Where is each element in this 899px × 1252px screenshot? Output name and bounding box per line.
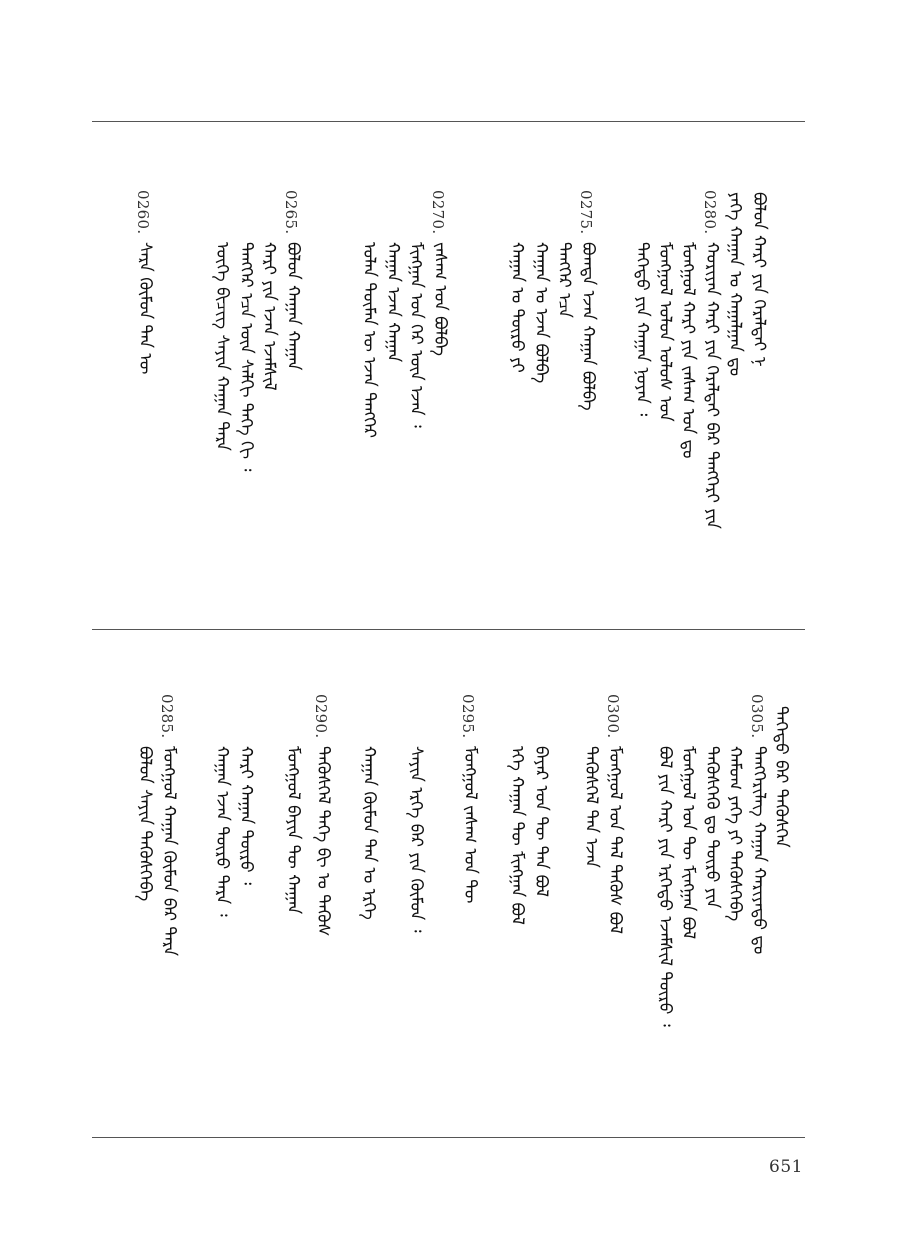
line-number: 0270. [429, 190, 447, 235]
text-line: ᠮᠣᠩᠭᠣᠯ ᠣᠯᠣᠨ ᠤᠯᠤᠰ ᠤᠨ [655, 242, 675, 422]
text-line: ᠮᠣᠩᠭᠣᠯ ᠤᠨ ᠲᠦ ᠮᠢᠩᠭᠠᠨ ᠪᠣᠯ [678, 746, 698, 940]
text-line: ᠬᠠᠭᠠᠨ ᠤ ᠡᠵᠡᠨ ᠪᠣᠯᠪᠠ [531, 242, 551, 384]
text-line: ᠪᠣᠯᠤᠨ ᠬᠠᠷᠢ ᠶᠢᠨ ᠭᠡᠷᠡᠯᠲᠡᠢ ᠨ [749, 192, 769, 367]
line-number: 0295. [459, 694, 477, 739]
text-line: ᠮᠣᠩᠭᠣᠯ ᠬᠠᠭᠠᠨ ᠬᠦᠮᠦᠨ ᠪᠠᠷ ᠲᠡᠷᠡ [159, 746, 179, 957]
text-line: ᠪᠣᠯᠤᠨ ᠰᠠᠶᠢᠨ ᠲᠡᠭᠦᠰᠬᠡᠪᠡ [135, 746, 155, 902]
page-number: 651 [769, 1157, 803, 1177]
line-number: 0305. [748, 694, 766, 739]
line-number: 0290. [312, 694, 330, 739]
upper-text-panel [92, 122, 805, 629]
line-number: 0260. [134, 190, 152, 235]
bottom-rule [92, 1137, 805, 1138]
text-line: ᠪᠣᠯᠤᠨ ᠬᠠᠭᠠᠨ ᠬᠠᠭᠠᠨ [283, 242, 303, 371]
text-line: ᠲᠡᠭᠦᠰᠬᠡᠬᠦ ᠳᠤ ᠲᠦᠷᠦ ᠶᠢᠨ [702, 746, 722, 909]
text-line: ᠲᠡᠩᠭᠡᠷ ᠡᠴᠡ [554, 242, 574, 318]
text-line: ᠬᠠᠷᠢ ᠶᠢᠨ ᠡᠵᠡᠨ ᠡᠵᠡᠮᠰᠢᠯ [259, 242, 279, 391]
text-line: ᠲᠡᠭᠦᠰᠬᠡᠯ ᠲᠡᠨ ᠡᠵᠡᠨ [581, 746, 601, 868]
text-line: ᠶᠡᠬᠡ ᠬᠠᠭᠠᠨ ᠤ ᠬᠠᠭᠠᠯᠭᠠᠨ ᠳᠤ [725, 192, 745, 377]
line-number: 0280. [701, 190, 719, 235]
text-line: ᠮᠣᠩᠭᠣᠯ ᠪᠠᠶᠢᠨ ᠲᠦ ᠬᠠᠭᠠᠨ [283, 746, 303, 915]
line-number: 0285. [158, 694, 176, 739]
text-line: ᠲᠡᠩᠭᠡᠷ ᠡᠴᠡ ᠦᠨ ᠰᠠᠯᠬᠢ ᠲᠡᠬᠡ ᠬᠢ ᠄ [236, 242, 256, 472]
lower-text-panel [92, 630, 805, 1137]
text-line: ᠣᠯᠠᠨ ᠲᠦᠮᠡᠨ ᠦ ᠡᠵᠡᠨ ᠲᠡᠩᠭᠡᠷ [359, 242, 379, 438]
text-line: ᠬᠠᠮᠤᠭ ᠶᠡᠬᠡ ᠶᠢ ᠲᠡᠭᠦᠰᠬᠡᠪᠡ [725, 746, 745, 922]
line-number: 0265. [282, 190, 300, 235]
text-line: ᠳᠡᠭᠡᠳᠦ ᠶᠢᠨ ᠬᠠᠭᠠᠨ ᠨᠣᠶᠠᠨ ᠄ [632, 242, 652, 417]
line-number: 0300. [604, 694, 622, 739]
text-line: ᠳᠡᠭᠡᠳᠦ ᠪᠠᠷ ᠲᠡᠭᠦᠰᠬᠡᠨ [771, 706, 791, 848]
text-line: ᠦᠭᠡ ᠪᠢᠴᠢᠭ ᠰᠠᠶᠢᠨ ᠬᠠᠭᠠᠨ ᠲᠡᠷᠡ [212, 242, 232, 451]
text-line: ᠪᠠᠶᠠᠷ ᠤᠨ ᠲᠦ ᠲᠡᠨ ᠪᠣᠯ [531, 746, 551, 898]
text-line: ᠪᠣᠭᠳᠠ ᠡᠵᠡᠨ ᠬᠠᠭᠠᠨ ᠪᠣᠯᠪᠠ [578, 242, 598, 411]
text-line: ᠬᠠᠭᠠᠨ ᠤ ᠲᠦᠷᠦ ᠶᠢ [507, 242, 527, 373]
text-line: ᠬᠠᠷᠢ ᠬᠠᠭᠠᠨ ᠲᠦᠷᠦ ᠄ [236, 746, 256, 885]
text-line: ᠰᠠᠶᠢᠨ ᠡᠷᠬᠡ ᠪᠠᠷ ᠶᠢᠨ ᠬᠦᠮᠦᠨ ᠄ [406, 746, 426, 933]
text-line: ᠵᠠᠰᠠᠭ ᠤᠨ ᠪᠣᠯᠪᠠ [430, 242, 450, 356]
text-line: ᠪᠣᠯ ᠶᠢᠨ ᠬᠠᠷᠢ ᠶᠢᠨ ᠡᠷᠬᠡᠲᠦ ᠡᠵᠡᠮᠰᠢᠯ ᠲᠦᠷᠦ ᠄ [655, 746, 675, 1027]
text-line: ᠲᠡᠩᠭᠡᠷᠢᠯᠡᠭ ᠬᠠᠭᠠᠨ ᠬᠠᠷᠢᠶᠠᠲᠤ ᠳᠤ [749, 746, 769, 955]
text-line: ᠡᠬᠡ ᠬᠠᠭᠠᠨ ᠲᠦ ᠮᠢᠩᠭᠠᠨ ᠪᠣᠯ [507, 746, 527, 925]
text-line: ᠮᠢᠩᠭᠠᠨ ᠤᠨ ᠭᠡᠷ ᠦᠨ ᠡᠵᠡᠨ ᠄ [406, 242, 426, 428]
line-number: 0275. [577, 190, 595, 235]
text-line: ᠬᠠᠭᠠᠨ ᠡᠵᠡᠨ ᠲᠦᠷᠦ ᠲᠡᠷᠡ ᠄ [212, 746, 232, 917]
text-line: ᠰᠠᠷᠠ ᠬᠦᠮᠦᠨ ᠲᠡᠨ ᠦ [135, 242, 155, 375]
text-line: ᠬᠤᠷᠢᠶᠠᠨ ᠬᠠᠷᠢ ᠶᠢᠨ ᠭᠡᠷᠡᠯᠲᠡᠢ ᠪᠡᠷ ᠲᠡᠩᠭᠡᠷᠢ ᠶᠢᠨ [702, 242, 722, 529]
text-line: ᠮᠣᠩᠭᠣᠯ ᠬᠠᠷᠢ ᠶᠢᠨ ᠵᠠᠰᠠᠭ ᠤᠨ ᠳᠤ [678, 242, 698, 459]
text-line: ᠬᠠᠭᠠᠨ ᠡᠵᠡᠨ ᠬᠠᠭᠠᠨ [383, 242, 403, 363]
text-line: ᠮᠣᠩᠭᠣᠯ ᠤᠨ ᠲᠠᠯ ᠲᠡᠭᠦᠰ ᠪᠣᠯ [605, 746, 625, 934]
text-line: ᠬᠠᠭᠠᠨ ᠬᠦᠮᠦᠨ ᠲᠡᠨ ᠤ ᠡᠷᠬᠡ [359, 746, 379, 920]
text-line: ᠮᠣᠩᠭᠣᠯ ᠵᠠᠰᠠᠭ ᠤᠨ ᠲᠦ [460, 746, 480, 904]
text-line: ᠲᠡᠭᠦᠰᠬᠡᠯ ᠲᠡᠬᠡ ᠪᠢ ᠤ ᠲᠡᠭᠦᠰ [313, 746, 333, 937]
